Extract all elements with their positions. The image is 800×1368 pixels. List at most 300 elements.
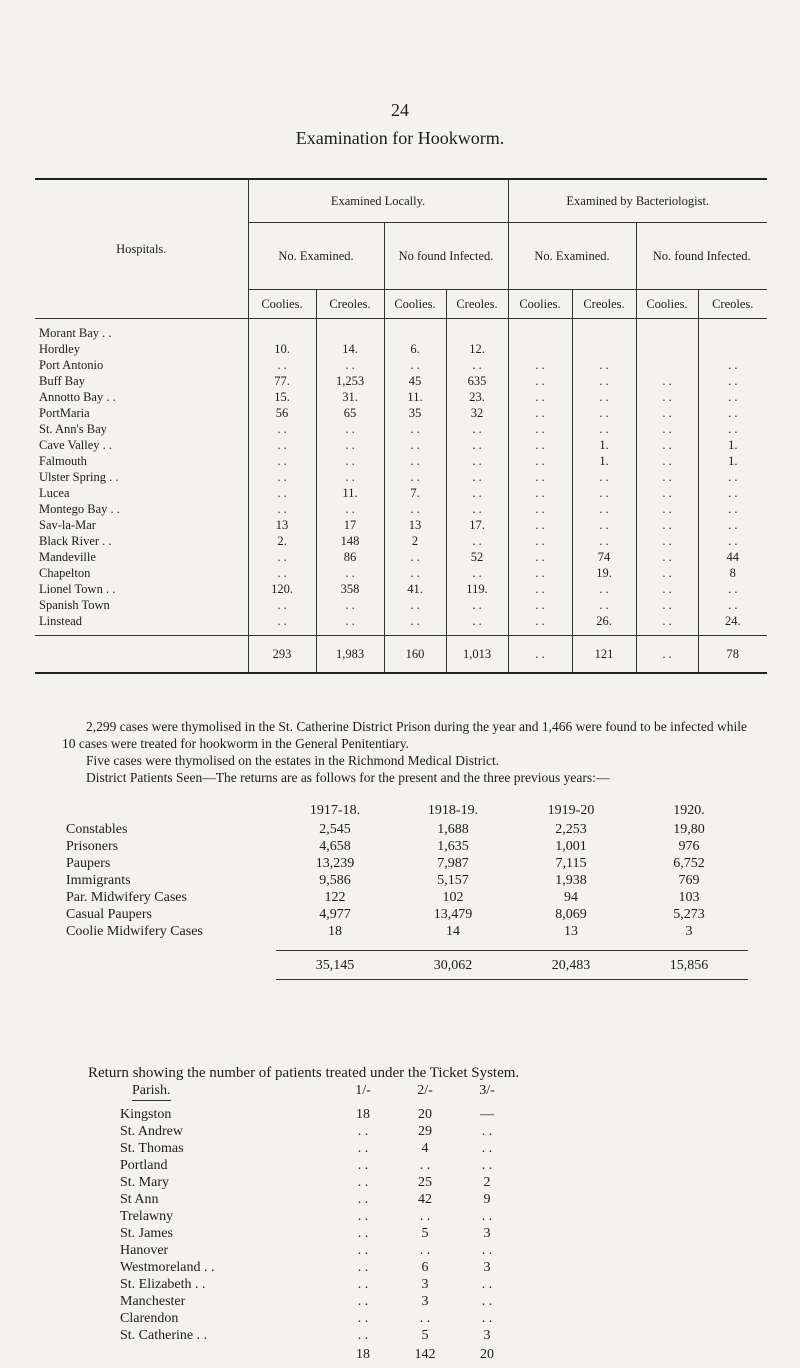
table-cell: . . bbox=[384, 613, 446, 636]
hospital-name: Port Antonio bbox=[35, 357, 248, 373]
table-cell: . . bbox=[316, 437, 384, 453]
table-cell: 1,938 bbox=[555, 873, 587, 888]
table-cell: . . bbox=[508, 469, 572, 485]
column-header-coolies: Coolies. bbox=[248, 290, 316, 319]
parish-header bbox=[120, 1082, 332, 1106]
table-cell: . . bbox=[446, 453, 508, 469]
total-cell: 78 bbox=[698, 636, 767, 674]
table-cell: 14 bbox=[446, 924, 460, 939]
table-cell: . . bbox=[636, 405, 698, 421]
table-cell bbox=[508, 341, 572, 357]
parish-name: St. James bbox=[120, 1226, 173, 1241]
table-cell: 2. bbox=[248, 533, 316, 549]
table-cell: . . bbox=[636, 597, 698, 613]
table-cell: . . bbox=[481, 1124, 493, 1139]
table-cell: 56 bbox=[248, 405, 316, 421]
table-cell: . . bbox=[508, 517, 572, 533]
hospital-name: Linstead bbox=[35, 613, 248, 636]
table-row bbox=[35, 533, 767, 549]
year-header: 1918-19. bbox=[427, 802, 479, 818]
table-row bbox=[66, 821, 748, 838]
table-cell: 11. bbox=[384, 389, 446, 405]
parish-name: St. Catherine . . bbox=[120, 1328, 208, 1343]
table-row bbox=[35, 453, 767, 469]
table-cell: . . bbox=[636, 421, 698, 437]
table-row bbox=[66, 872, 748, 889]
total-cell: 1,983 bbox=[316, 636, 384, 674]
table-cell: 13,239 bbox=[315, 856, 355, 871]
table-cell: . . bbox=[357, 1158, 369, 1173]
table-row bbox=[66, 855, 748, 872]
local-examined-header: No. Examined. bbox=[248, 223, 384, 290]
table-cell: 8,069 bbox=[555, 907, 587, 922]
table-cell: . . bbox=[481, 1209, 493, 1224]
table-cell: 102 bbox=[442, 890, 464, 905]
table-cell: 77. bbox=[248, 373, 316, 389]
examined-by-bacteriologist-header: Examined by Bacteriologist. bbox=[508, 179, 767, 223]
table-cell: . . bbox=[636, 581, 698, 597]
table-row bbox=[66, 838, 748, 855]
table-cell: . . bbox=[728, 598, 738, 612]
table-cell: 94 bbox=[564, 890, 578, 905]
table-cell: 1,001 bbox=[555, 839, 587, 854]
parish-name: Westmoreland . . bbox=[120, 1260, 215, 1275]
total-cell: 293 bbox=[248, 636, 316, 674]
hospital-name: PortMaria bbox=[35, 405, 248, 421]
table-cell: . . bbox=[728, 422, 738, 436]
total-cell: . . bbox=[636, 636, 698, 674]
totals-label-cell bbox=[66, 951, 276, 980]
table-cell: . . bbox=[248, 453, 316, 469]
table-cell: . . bbox=[728, 502, 738, 516]
table-cell: . . bbox=[728, 534, 738, 548]
table-cell: 9,586 bbox=[319, 873, 351, 888]
table-cell: . . bbox=[248, 613, 316, 636]
district-row-label: Constables bbox=[66, 822, 128, 837]
parish-name: St. Thomas bbox=[120, 1141, 184, 1156]
table-cell: . . bbox=[508, 389, 572, 405]
column-header-creoles: Creoles. bbox=[316, 290, 384, 319]
table-cell: . . bbox=[357, 1277, 369, 1292]
table-cell: 6 bbox=[421, 1260, 429, 1275]
table-cell: . . bbox=[446, 421, 508, 437]
table-cell: 86 bbox=[316, 549, 384, 565]
parish-name: Trelawny bbox=[120, 1209, 174, 1224]
table-cell: . . bbox=[419, 1209, 431, 1224]
table-cell: . . bbox=[728, 518, 738, 532]
table-cell: . . bbox=[728, 470, 738, 484]
table-cell: 74 bbox=[572, 549, 636, 565]
table-cell: . . bbox=[357, 1311, 369, 1326]
table-cell: . . bbox=[248, 597, 316, 613]
year-header: 1919-20 bbox=[547, 802, 595, 818]
table-row bbox=[35, 517, 767, 533]
hospital-name: Morant Bay . . bbox=[35, 319, 248, 342]
table-cell: . . bbox=[481, 1243, 493, 1258]
table-cell: . . bbox=[636, 501, 698, 517]
table-cell: 3 bbox=[483, 1226, 491, 1241]
table-cell: . . bbox=[384, 501, 446, 517]
examined-locally-header: Examined Locally. bbox=[248, 179, 508, 223]
table-cell: . . bbox=[572, 533, 636, 549]
table-cell: 1,688 bbox=[437, 822, 469, 837]
table-row bbox=[66, 889, 748, 906]
table-cell: 17. bbox=[446, 517, 508, 533]
table-cell: . . bbox=[572, 581, 636, 597]
table-cell: . . bbox=[419, 1243, 431, 1258]
prison-paragraph: 2,299 cases were thymolised in the St. Catherine District Prison during the year and 1,466 were found to be infected while 10 cases were treated for hookworm in the General Penitentiary. bbox=[62, 719, 747, 751]
table-cell: . . bbox=[357, 1209, 369, 1224]
table-cell: . . bbox=[357, 1328, 369, 1343]
table-cell: 6,752 bbox=[673, 856, 705, 871]
hospital-name: Cave Valley . . bbox=[35, 437, 248, 453]
table-cell: . . bbox=[316, 453, 384, 469]
table-cell: 14. bbox=[316, 341, 384, 357]
table-cell: . . bbox=[384, 453, 446, 469]
table-cell: 15. bbox=[248, 389, 316, 405]
table-row bbox=[120, 1242, 518, 1259]
table-cell bbox=[636, 357, 698, 373]
table-cell: . . bbox=[508, 597, 572, 613]
table-cell: 4 bbox=[421, 1141, 429, 1156]
table-cell: . . bbox=[728, 390, 738, 404]
table-cell: 23. bbox=[446, 389, 508, 405]
table-cell: . . bbox=[446, 469, 508, 485]
table-cell: . . bbox=[572, 389, 636, 405]
hospital-name: Spanish Town bbox=[35, 597, 248, 613]
district-patients-paragraph: District Patients Seen—The returns are as follows for the present and the three previous years:— bbox=[86, 770, 610, 785]
table-cell: 3 bbox=[483, 1328, 491, 1343]
fee-header: 2/- bbox=[417, 1083, 433, 1098]
table-cell: 41. bbox=[384, 581, 446, 597]
table-cell: . . bbox=[572, 357, 636, 373]
table-row bbox=[120, 1259, 518, 1276]
table-cell: . . bbox=[446, 485, 508, 501]
hospital-name: Lucea bbox=[35, 485, 248, 501]
table-cell: 44 bbox=[726, 550, 739, 564]
table-cell: 976 bbox=[678, 839, 700, 854]
table-cell: . . bbox=[446, 565, 508, 581]
parish-name: Hanover bbox=[120, 1243, 169, 1258]
total-cell: 15,856 bbox=[630, 951, 748, 980]
table-cell: . . bbox=[248, 485, 316, 501]
table-cell: 5,157 bbox=[437, 873, 469, 888]
total-cell: 20 bbox=[480, 1346, 494, 1362]
table-cell: . . bbox=[636, 549, 698, 565]
total-cell: 35,145 bbox=[276, 951, 394, 980]
table-cell: 7,987 bbox=[437, 856, 469, 871]
table-cell: . . bbox=[636, 485, 698, 501]
table-cell: 31. bbox=[316, 389, 384, 405]
fee-header: 1/- bbox=[355, 1083, 371, 1098]
table-cell: . . bbox=[446, 597, 508, 613]
table-cell: . . bbox=[446, 533, 508, 549]
bact-examined-header: No. Examined. bbox=[508, 223, 636, 290]
district-row-label: Paupers bbox=[66, 856, 111, 871]
table-cell: . . bbox=[572, 469, 636, 485]
table-cell: 13 bbox=[384, 517, 446, 533]
table-cell bbox=[572, 319, 636, 342]
table-cell: 358 bbox=[316, 581, 384, 597]
table-cell: 2 bbox=[483, 1175, 491, 1190]
table-cell: . . bbox=[316, 613, 384, 636]
table-cell: . . bbox=[508, 405, 572, 421]
table-cell: 18 bbox=[356, 1107, 370, 1122]
table-cell: 103 bbox=[678, 890, 700, 905]
table-cell: . . bbox=[357, 1192, 369, 1207]
total-cell: 20,483 bbox=[512, 951, 630, 980]
table-cell: 32 bbox=[446, 405, 508, 421]
hospital-name: Black River . . bbox=[35, 533, 248, 549]
local-infected-header: No found Infected. bbox=[384, 223, 508, 290]
table-cell: . . bbox=[572, 373, 636, 389]
table-cell: . . bbox=[636, 453, 698, 469]
table-cell: 1. bbox=[728, 454, 738, 468]
table-cell: . . bbox=[357, 1141, 369, 1156]
district-patients-table bbox=[66, 799, 748, 980]
district-row-label: Immigrants bbox=[66, 873, 131, 888]
table-cell bbox=[248, 319, 316, 342]
table-row bbox=[35, 405, 767, 421]
hospital-name: Ulster Spring . . bbox=[35, 469, 248, 485]
table-cell: . . bbox=[508, 421, 572, 437]
table-cell: 119. bbox=[446, 581, 508, 597]
table-cell: 13,479 bbox=[433, 907, 473, 922]
table-cell: . . bbox=[481, 1158, 493, 1173]
table-cell: . . bbox=[384, 357, 446, 373]
district-row-label: Casual Paupers bbox=[66, 907, 152, 922]
table-cell: . . bbox=[384, 437, 446, 453]
table-cell: . . bbox=[446, 613, 508, 636]
table-cell: . . bbox=[508, 485, 572, 501]
table-row bbox=[120, 1106, 518, 1123]
table-cell: 2,253 bbox=[555, 822, 587, 837]
spacer-row bbox=[66, 940, 748, 951]
hospital-name: Chapelton bbox=[35, 565, 248, 581]
table-cell: . . bbox=[481, 1311, 493, 1326]
table-cell: . . bbox=[728, 358, 738, 372]
column-header-coolies: Coolies. bbox=[508, 290, 572, 319]
totals-label-cell bbox=[120, 1344, 332, 1364]
table-cell: 19,80 bbox=[673, 822, 705, 837]
table-cell: . . bbox=[419, 1311, 431, 1326]
table-cell: . . bbox=[481, 1141, 493, 1156]
table-row bbox=[35, 341, 767, 357]
table-cell: . . bbox=[728, 406, 738, 420]
column-header-creoles: Creoles. bbox=[572, 290, 636, 319]
table-cell bbox=[384, 319, 446, 342]
total-cell: . . bbox=[508, 636, 572, 674]
table-cell bbox=[636, 319, 698, 342]
table-cell: . . bbox=[636, 389, 698, 405]
table-cell: . . bbox=[446, 501, 508, 517]
hospital-name: St. Ann's Bay bbox=[35, 421, 248, 437]
table-cell: . . bbox=[384, 549, 446, 565]
table-cell: 25 bbox=[418, 1175, 432, 1190]
table-cell: 3 bbox=[421, 1294, 429, 1309]
hospitals-header: Hospitals. bbox=[35, 179, 248, 319]
table-cell: . . bbox=[446, 357, 508, 373]
table-row bbox=[66, 906, 748, 923]
table-cell: . . bbox=[316, 357, 384, 373]
table-row bbox=[120, 1293, 518, 1310]
table-row bbox=[120, 1208, 518, 1225]
table-cell bbox=[572, 341, 636, 357]
parish-name: St. Andrew bbox=[120, 1124, 183, 1139]
table-cell: 12. bbox=[446, 341, 508, 357]
table-cell: 13 bbox=[564, 924, 578, 939]
table-cell: 52 bbox=[446, 549, 508, 565]
table-cell bbox=[698, 341, 767, 357]
table-cell: 3 bbox=[685, 924, 693, 939]
table-cell: . . bbox=[636, 565, 698, 581]
table-row bbox=[35, 421, 767, 437]
table-row bbox=[120, 1123, 518, 1140]
table-cell: 4,658 bbox=[319, 839, 351, 854]
table-cell: . . bbox=[384, 421, 446, 437]
table-row bbox=[35, 501, 767, 517]
table-cell: . . bbox=[636, 469, 698, 485]
table-cell: . . bbox=[636, 613, 698, 636]
table-cell: . . bbox=[357, 1226, 369, 1241]
page-number: 24 bbox=[391, 100, 409, 120]
parish-name: Clarendon bbox=[120, 1311, 179, 1326]
table-cell: . . bbox=[357, 1294, 369, 1309]
table-cell: . . bbox=[384, 597, 446, 613]
table-cell: . . bbox=[316, 565, 384, 581]
table-row bbox=[120, 1276, 518, 1293]
table-cell bbox=[446, 319, 508, 342]
hospital-name: Lionel Town . . bbox=[35, 581, 248, 597]
column-header-coolies: Coolies. bbox=[384, 290, 446, 319]
table-cell: 9 bbox=[483, 1192, 491, 1207]
table-cell: 635 bbox=[446, 373, 508, 389]
table-cell: . . bbox=[508, 453, 572, 469]
total-cell: 142 bbox=[414, 1346, 436, 1362]
table-row bbox=[66, 923, 748, 940]
table-cell: 5,273 bbox=[673, 907, 705, 922]
district-row-label: Coolie Midwifery Cases bbox=[66, 924, 203, 939]
total-cell: 1,013 bbox=[446, 636, 508, 674]
table-cell: 42 bbox=[418, 1192, 432, 1207]
table-row bbox=[120, 1191, 518, 1208]
table-cell: . . bbox=[248, 469, 316, 485]
parish-name: St Ann bbox=[120, 1192, 159, 1207]
district-label-header bbox=[66, 799, 276, 821]
year-header: 1920. bbox=[673, 802, 705, 818]
parish-name: Manchester bbox=[120, 1294, 186, 1309]
parish-name: Portland bbox=[120, 1158, 168, 1173]
table-row bbox=[35, 319, 767, 342]
hospital-name: Falmouth bbox=[35, 453, 248, 469]
table-cell: 4,977 bbox=[319, 907, 351, 922]
year-header: 1917-18. bbox=[309, 802, 361, 818]
table-cell: 13 bbox=[248, 517, 316, 533]
table-cell: . . bbox=[508, 565, 572, 581]
table-row bbox=[120, 1157, 518, 1174]
total-cell: 160 bbox=[384, 636, 446, 674]
fee-header: 3/- bbox=[479, 1083, 495, 1098]
hospital-name: Sav-la-Mar bbox=[35, 517, 248, 533]
table-row bbox=[120, 1174, 518, 1191]
table-cell: . . bbox=[636, 373, 698, 389]
table-cell: . . bbox=[357, 1260, 369, 1275]
total-cell: 121 bbox=[572, 636, 636, 674]
table-cell: 3 bbox=[421, 1277, 429, 1292]
totals-row bbox=[120, 1344, 518, 1364]
table-cell: 122 bbox=[324, 890, 346, 905]
table-cell: 5 bbox=[421, 1226, 429, 1241]
table-cell: 148 bbox=[316, 533, 384, 549]
table-cell: . . bbox=[316, 421, 384, 437]
table-cell: . . bbox=[508, 549, 572, 565]
parish-name: St. Mary bbox=[120, 1175, 169, 1190]
table-cell: 5 bbox=[421, 1328, 429, 1343]
table-cell: 26. bbox=[572, 613, 636, 636]
table-cell: 2,545 bbox=[319, 822, 351, 837]
table-cell: 7,115 bbox=[555, 856, 587, 871]
column-header-creoles: Creoles. bbox=[698, 290, 767, 319]
table-row bbox=[35, 613, 767, 636]
page-title: Examination for Hookworm. bbox=[295, 128, 505, 148]
hookworm-table bbox=[35, 178, 767, 674]
table-row bbox=[120, 1310, 518, 1327]
table-cell: . . bbox=[357, 1175, 369, 1190]
hospital-name: Mandeville bbox=[35, 549, 248, 565]
table-row bbox=[35, 549, 767, 565]
column-header-coolies: Coolies. bbox=[636, 290, 698, 319]
table-cell: . . bbox=[572, 485, 636, 501]
table-cell: 120. bbox=[248, 581, 316, 597]
table-row bbox=[35, 437, 767, 453]
table-cell: . . bbox=[248, 565, 316, 581]
hospital-name: Hordley bbox=[35, 341, 248, 357]
table-row bbox=[35, 597, 767, 613]
table-cell: . . bbox=[248, 421, 316, 437]
table-cell: . . bbox=[357, 1124, 369, 1139]
table-cell: 45 bbox=[384, 373, 446, 389]
ticket-system-table bbox=[120, 1082, 518, 1364]
table-row bbox=[120, 1327, 518, 1344]
table-cell: . . bbox=[728, 582, 738, 596]
hospital-name: Buff Bay bbox=[35, 373, 248, 389]
table-cell: . . bbox=[419, 1158, 431, 1173]
district-row-label: Par. Midwifery Cases bbox=[66, 890, 187, 905]
table-cell: . . bbox=[728, 486, 738, 500]
table-cell: . . bbox=[572, 517, 636, 533]
ticket-system-title: Return showing the number of patients treated under the Ticket System. bbox=[88, 1065, 520, 1081]
table-cell bbox=[636, 341, 698, 357]
table-cell: . . bbox=[508, 501, 572, 517]
table-cell: 17 bbox=[316, 517, 384, 533]
table-cell: . . bbox=[248, 357, 316, 373]
table-cell: . . bbox=[481, 1277, 493, 1292]
table-cell: . . bbox=[636, 437, 698, 453]
table-cell: . . bbox=[572, 597, 636, 613]
table-cell: 7. bbox=[384, 485, 446, 501]
parish-name: Kingston bbox=[120, 1107, 172, 1122]
table-cell: . . bbox=[508, 613, 572, 636]
table-cell: . . bbox=[636, 533, 698, 549]
table-cell: 1. bbox=[728, 438, 738, 452]
table-cell bbox=[698, 319, 767, 342]
table-cell: . . bbox=[248, 501, 316, 517]
table-row bbox=[35, 357, 767, 373]
table-cell: 8 bbox=[729, 566, 736, 580]
table-cell bbox=[508, 319, 572, 342]
table-cell: . . bbox=[508, 581, 572, 597]
parish-name: St. Elizabeth . . bbox=[120, 1277, 206, 1292]
